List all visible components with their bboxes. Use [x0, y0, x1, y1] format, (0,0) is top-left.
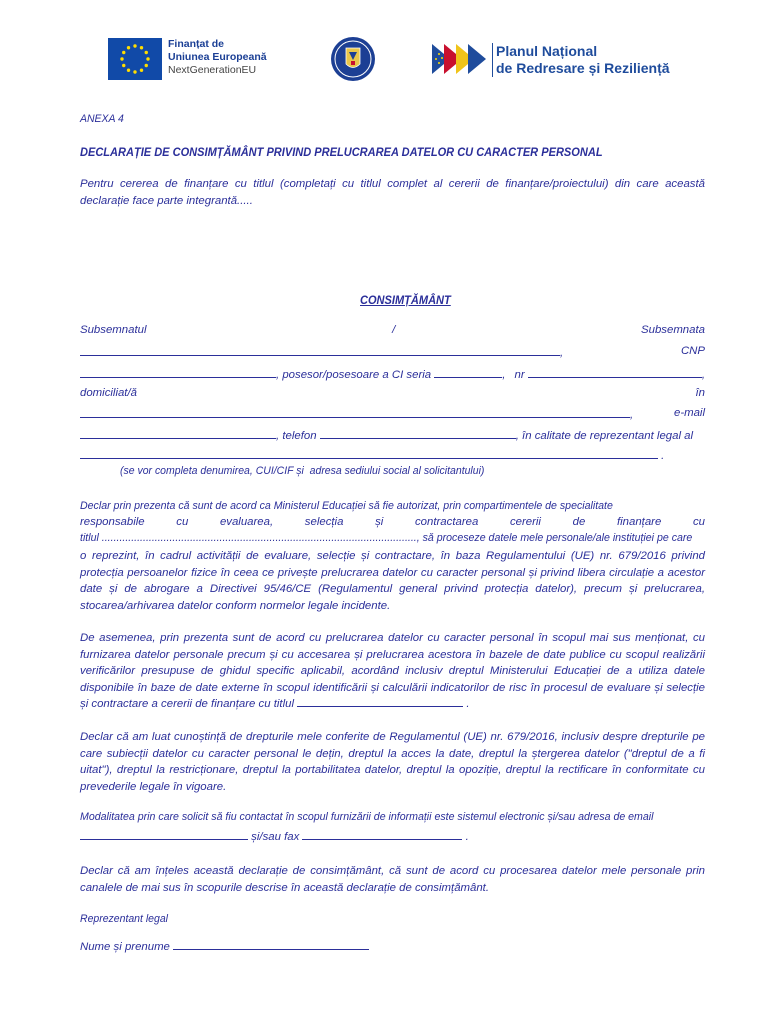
name-line — [80, 939, 705, 953]
label-calitate: , în calitate de reprezentant legal al — [515, 430, 694, 442]
label-dot: . — [658, 450, 665, 462]
label-cnp: CNP — [680, 345, 705, 357]
p1-word: și — [375, 516, 384, 528]
fax-field[interactable] — [302, 829, 462, 840]
consent-heading: CONSIMȚĂMÂNT — [360, 293, 451, 307]
institution-field[interactable] — [80, 448, 658, 459]
p1-line3-end: , să proceseze datele mele personale/ale instituției pe care — [416, 532, 693, 544]
eu-funding-line2: Uniunea Europeană — [168, 51, 267, 63]
eu-funding-text — [168, 38, 267, 77]
pnrr-arrows-logo — [432, 42, 488, 76]
label-sau-fax: și/sau fax — [251, 831, 300, 843]
label-in: în — [695, 387, 705, 399]
p1-dots: ........................................................................................................... — [101, 532, 417, 544]
document-title: DECLARAȚIE DE CONSIMȚĂMÂNT PRIVIND PRELUCRAREA DATELOR CU CARACTER PERSONAL — [80, 145, 603, 159]
eu-star-icon — [120, 57, 123, 60]
ci-number-field[interactable] — [528, 367, 702, 378]
eu-funding-line3: NextGenerationEU — [168, 64, 257, 76]
pnrr-title-line2: de Redresare și Reziliență — [496, 60, 670, 76]
eu-star-icon — [122, 64, 125, 67]
p1-line1 — [80, 500, 705, 512]
label-email: e-mail — [673, 407, 705, 419]
eu-star-icon — [133, 70, 136, 73]
p4-line1-text: Modalitatea prin care solicit să fiu contactat în scopul furnizării de informații este sistemul electronic și/sau adresa de email — [80, 811, 654, 823]
label-nume-prenume: Nume și prenume — [80, 941, 170, 953]
label-domiciliat: domiciliat/ă — [80, 387, 137, 399]
eu-star-icon — [146, 57, 149, 60]
eu-star-icon — [145, 51, 148, 54]
p1-line1-text: Declar prin prezenta că sunt de acord ca Ministerul Educației să fie autorizat, prin compartimentele de specialitate — [80, 500, 613, 512]
p1-word: cu — [176, 516, 189, 528]
intro-paragraph: Pentru cererea de finanțare cu titlul (completați cu titlul complet al cererii de finanțare/proiectului) din care această declarație face parte integrantă..... — [80, 178, 705, 207]
label-nr: nr — [514, 369, 525, 381]
p1-word: selecția — [304, 516, 344, 528]
representative-name-field[interactable] — [173, 939, 369, 950]
eu-funding-line1: Finanțat de — [168, 38, 225, 50]
p1-line2 — [80, 516, 705, 528]
eu-star-icon — [140, 69, 143, 72]
p1-word: contractarea — [414, 516, 479, 528]
email-field[interactable] — [80, 428, 276, 439]
p5-paragraph: Declar că am înțeles această declarație de consimțământ, că sunt de acord cu procesarea datelor mele personale prin canalele de mai sus în scopurile descrise în această declarație de consimțământ. — [80, 865, 705, 894]
form-line-telefon — [80, 428, 705, 442]
form-line-institution — [80, 448, 705, 462]
p1-titlu: titlul — [80, 532, 99, 544]
romanian-government-seal-logo — [330, 34, 376, 84]
p1-word: cererii — [509, 516, 541, 528]
annex-label: ANEXA 4 — [80, 113, 124, 125]
p4-line2: și/sau fax . — [80, 829, 705, 843]
label-subsemnatul: Subsemnatul — [80, 324, 147, 336]
p4-line1 — [80, 811, 705, 823]
eu-star-icon — [127, 69, 130, 72]
eu-star-icon — [133, 44, 136, 47]
phone-field[interactable] — [320, 428, 516, 439]
p1-rest: o reprezint, în cadrul activității de evaluare, selecție și contractare, în baza Regulamentului (UE) nr. 679/2016 privind protecția persoanelor fizice în ceea ce privește prelucrarea datelor cu caracter personal și privind libera circulație a acestor date și de abrogare a Directivei 95/46/CE (Regulamentul general privind protecția datelor), precum și prelucrarea, stocarea/arhivarea datelor conform normelor legale incidente. — [80, 550, 705, 612]
p2-title-field[interactable] — [297, 696, 463, 707]
p2-text: De asemenea, prin prezenta sunt de acord cu prelucrarea datelor cu caracter personal în scopul mai sus menționat, cu furnizarea datelor personale precum și cu accesarea și prelucrarea acestora în bazele de date publice cu scopul realizării verificărilor presupuse de ghidul specific aplicabil, acordând inclusiv dreptul Ministerului Educației de a utiliza datele disponibile în baze de date externe în scopul identificării și calculării indicatorilor de risc în procesul de evaluare și selecție și contractare a cererii de finanțare cu titlul — [80, 632, 705, 710]
eu-star-icon — [127, 46, 130, 49]
address-field[interactable] — [80, 407, 630, 418]
form-line-cnp: , CNP — [80, 345, 705, 359]
p1-line3 — [80, 532, 705, 544]
pnrr-title — [492, 43, 670, 77]
p1-word: de — [572, 516, 586, 528]
eu-star-icon — [140, 46, 143, 49]
completion-note: (se vor completa denumirea, CUI/CIF și adresa sediului social al solicitantului) — [120, 465, 485, 477]
eu-flag-logo — [108, 38, 162, 80]
label-slash: / — [392, 324, 396, 336]
eu-star-icon — [145, 64, 148, 67]
label-telefon: , telefon — [276, 430, 317, 442]
p1-word: cu — [692, 516, 705, 528]
p1-word: finanțare — [616, 516, 662, 528]
form-line-email: , e-mail — [80, 407, 705, 421]
contact-email-field[interactable] — [80, 829, 248, 840]
p3-paragraph: Declar că am luat cunoștință de drepturile mele conferite de Regulamentul (UE) nr. 679/2016, inclusiv despre drepturile pe care subiecții datelor cu caracter personal le dețin, dreptul la acces la date, dreptul la ștergerea datelor ("dreptul de a fi uitat"), dreptul la restricționare, dreptul la portabilitatea datelor, dreptul la opoziție, dreptul la rectificare în conformitate cu prevederile legale în vigoare. — [80, 731, 705, 793]
form-line-domiciliat — [80, 387, 705, 399]
label-posesor: , posesor/posesoare a CI seria — [276, 369, 432, 381]
label-subsemnata: Subsemnata — [641, 324, 705, 336]
name-field[interactable] — [80, 345, 560, 356]
form-line-subsemnatul — [80, 324, 705, 336]
p1-word: evaluarea, — [219, 516, 274, 528]
pnrr-title-line1: Planul Național — [496, 43, 598, 59]
cnp-field[interactable] — [80, 367, 276, 378]
p1-word: responsabile — [80, 516, 145, 528]
eu-star-icon — [122, 51, 125, 54]
form-line-ci: , posesor/posesoare a CI seria , nr , — [80, 367, 705, 381]
legal-representative-label: Reprezentant legal — [80, 913, 168, 925]
ci-series-field[interactable] — [434, 367, 502, 378]
p2-paragraph: De asemenea, prin prezenta sunt de acord cu prelucrarea datelor cu caracter personal în scopul mai sus menționat, cu furnizarea datelor personale precum și cu accesarea și prelucrarea acestora în bazele de date publice cu scopul realizării verificărilor presupuse de ghidul specific aplicabil, acordând inclusiv dreptul Ministerului Educației de a utiliza datele disponibile în baze de date externe în scopul identificării și calculării indicatorilor de risc în procesul de evaluare și selecție și contractare a cererii de finanțare cu titlul . — [80, 632, 705, 710]
